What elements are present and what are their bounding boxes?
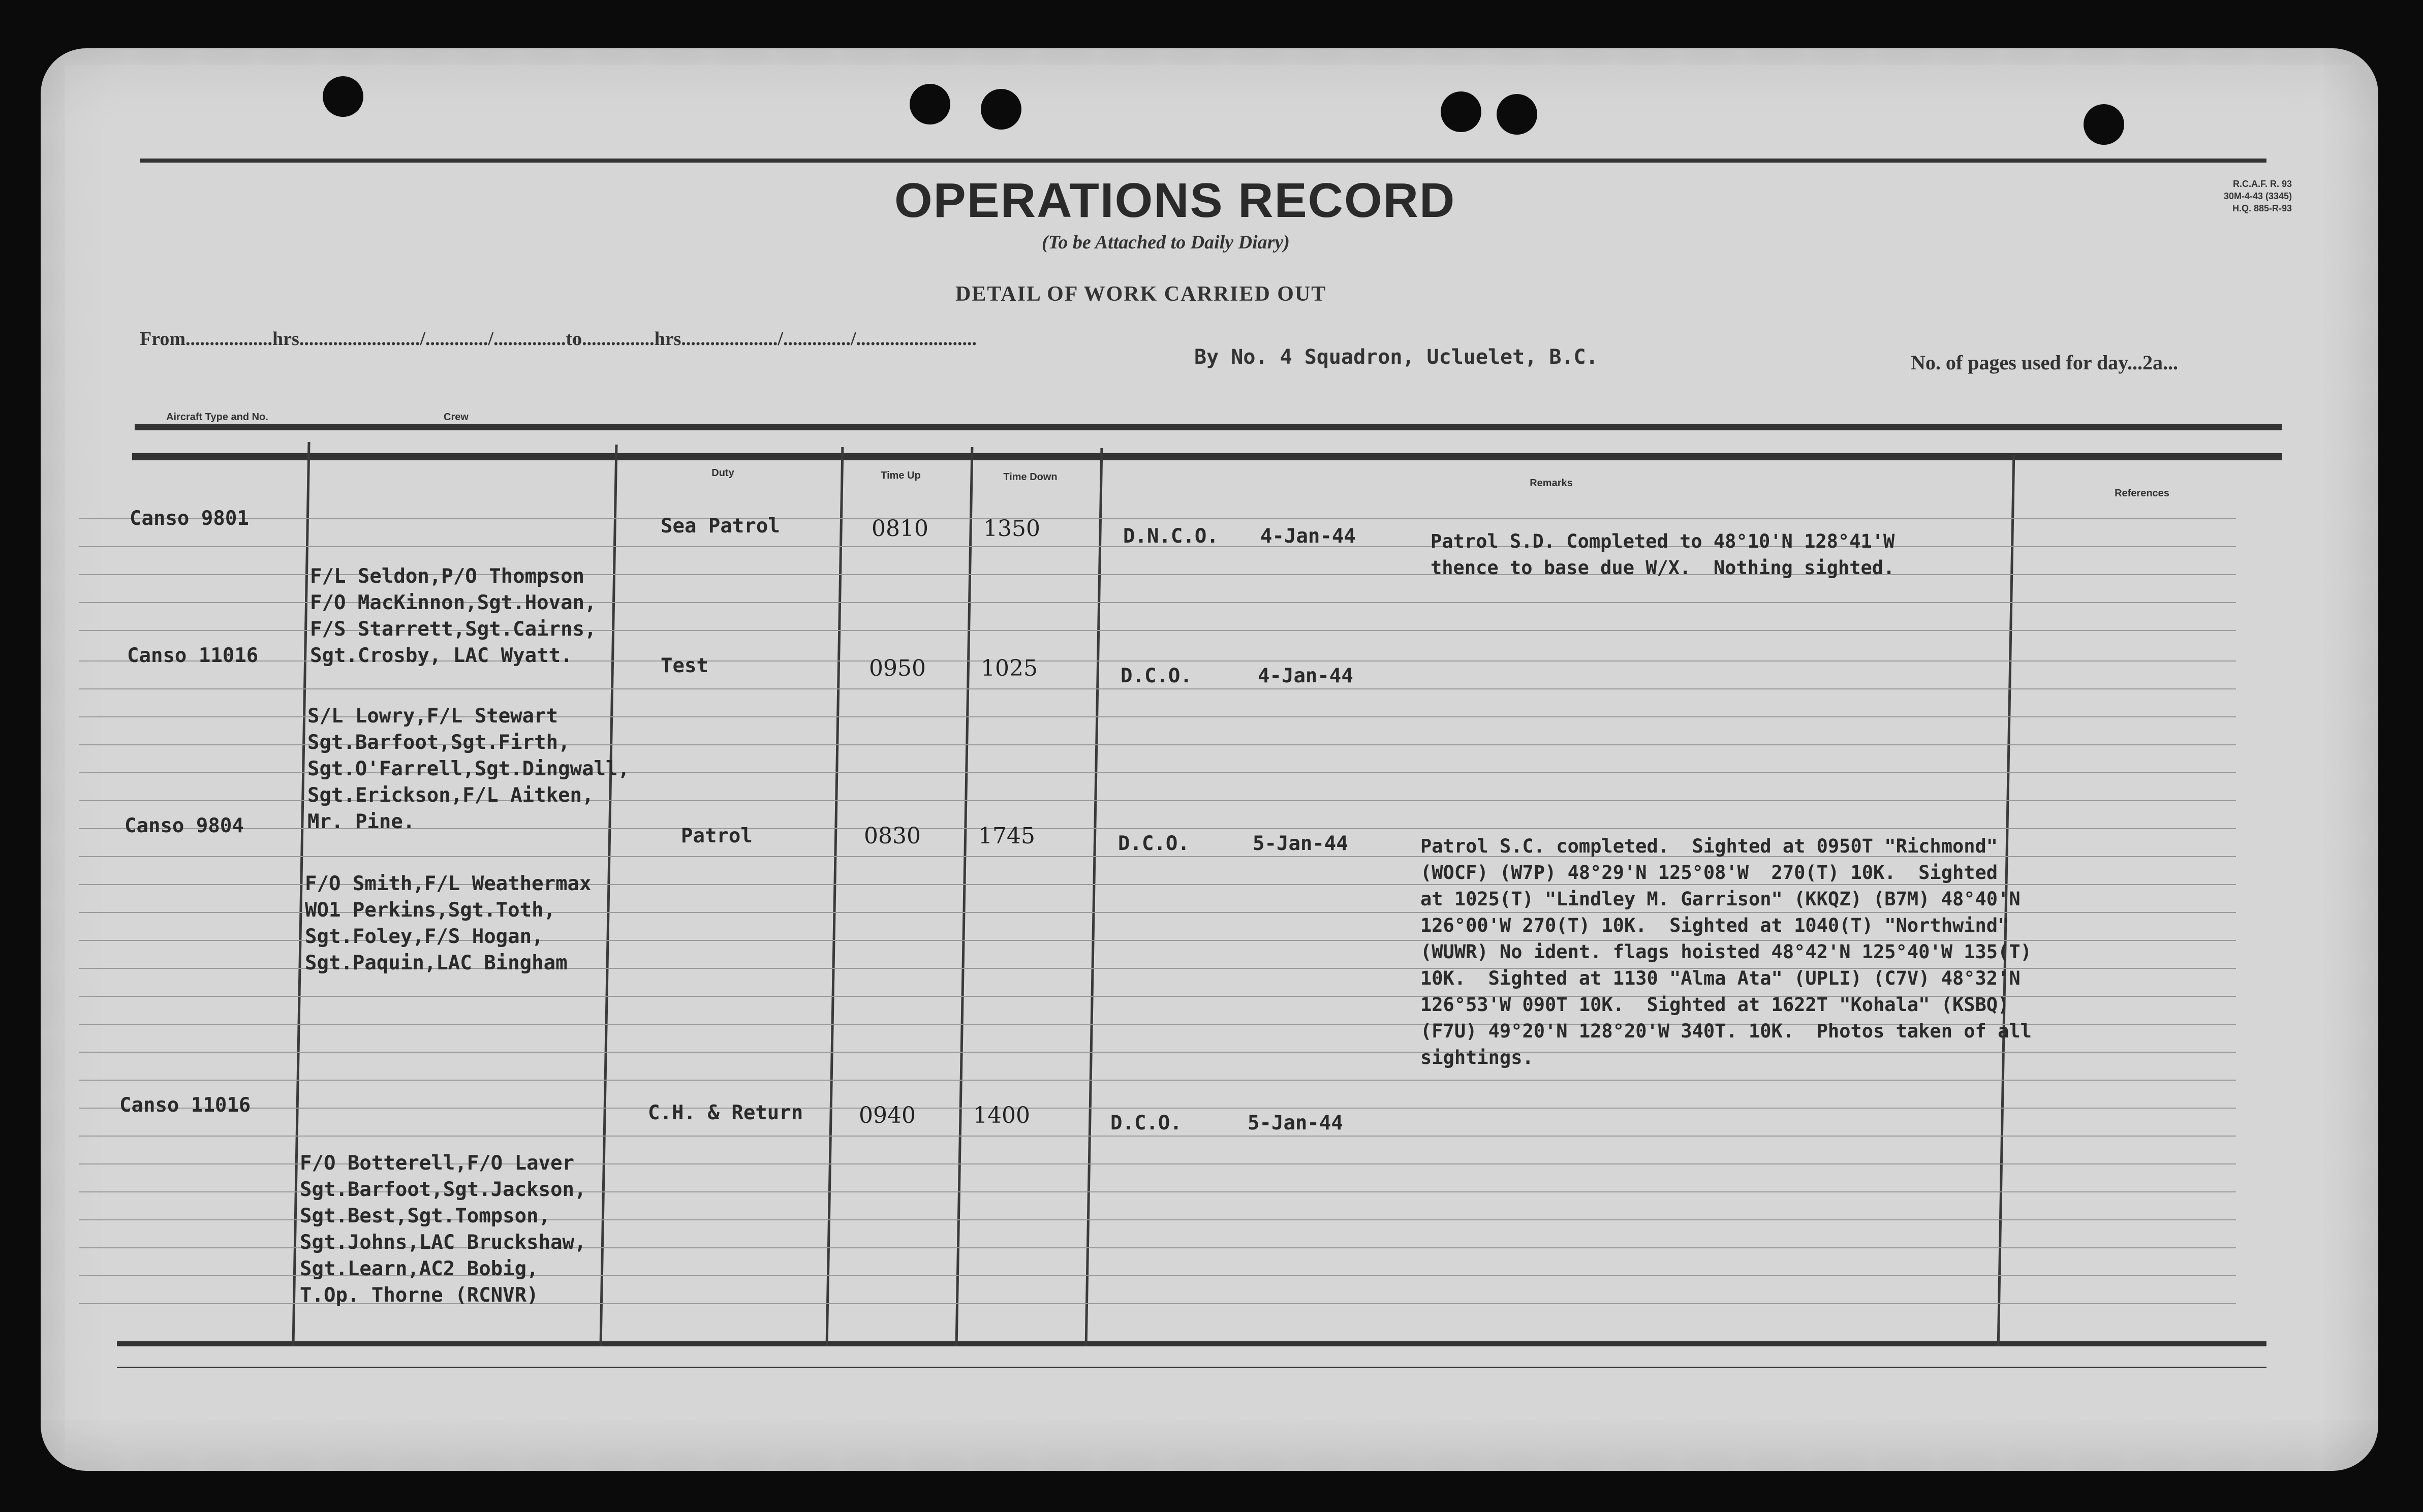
header-bottom-rule [132, 453, 2282, 460]
record-duty: Patrol [681, 825, 753, 847]
record-duty: C.H. & Return [648, 1101, 803, 1124]
record-time-up: 0830 [864, 823, 921, 849]
record-crew: S/L Lowry,F/L Stewart Sgt.Barfoot,Sgt.Firth, Sgt.O'Farrell,Sgt.Dingwall, Sgt.Erickson,F/L Aitken, Mr. Pine. [307, 705, 630, 833]
record-remarks: Patrol S.C. completed. Sighted at 0950T "Richmond" (WOCF) (W7P) 48°29'N 125°08'W 270(T) 10K. Sighted at 1025(T) "Lindley M. Garrison" (KKQZ) (B7M) 48°40'N 126°00'W 270(T) 10K. Sighted at 1040(T) "Northwind" (WUWR) No ident. flags hoisted 48°42'N 125°40'W 135(T) 10K. Sighted at 1130 "Alma Ata" (UPLI) (C7V) 48°32'N 126°53'W 090T 10K. Sighted at 1622T "Kohala" (KSBQ) (F7U) 49°20'N 128°20'W 340T. 10K. Photos taken of all sightings. [1420, 835, 2032, 1068]
record-date: 4-Jan-44 [1258, 665, 1353, 687]
detail-heading: DETAIL OF WORK CARRIED OUT [955, 282, 1327, 306]
record-remarks: Patrol S.D. Completed to 48°10'N 128°41'W thence to base due W/X. Nothing sighted. [1431, 530, 1895, 579]
form-code: R.C.A.F. R. 93 30M-4-43 (3345) H.Q. 885-R-93 [2223, 179, 2292, 213]
record-aircraft: Canso 11016 [127, 644, 259, 667]
record-date: 4-Jan-44 [1260, 525, 1356, 548]
record-time-up: 0940 [859, 1102, 916, 1128]
punch-hole [1497, 94, 1537, 135]
pages-used: No. of pages used for day...2a... [1911, 351, 2178, 374]
record-crew: F/O Smith,F/L Weathermax WO1 Perkins,Sgt.Toth, Sgt.Foley,F/S Hogan, Sgt.Paquin,LAC Bingham [305, 872, 592, 974]
form-subtitle: (To be Attached to Daily Diary) [1042, 232, 1290, 253]
record-officer: D.C.O. [1121, 665, 1192, 687]
record-time-up: 0810 [872, 516, 928, 542]
record-time-down: 1025 [981, 655, 1038, 681]
record-officer: D.C.O. [1118, 832, 1190, 855]
punch-hole [2084, 104, 2124, 145]
record-date: 5-Jan-44 [1248, 1112, 1343, 1135]
record-time-down: 1350 [983, 516, 1040, 542]
record-time-down: 1400 [973, 1102, 1030, 1128]
column-header-duty: Duty [711, 467, 734, 479]
record-aircraft: Canso 9804 [125, 814, 244, 837]
record-time-up: 0950 [869, 655, 926, 681]
record-date: 5-Jan-44 [1253, 832, 1348, 855]
record-duty: Sea Patrol [661, 515, 780, 538]
record-time-down: 1745 [978, 823, 1035, 849]
record-crew: F/O Botterell,F/O Laver Sgt.Barfoot,Sgt.Jackson, Sgt.Best,Sgt.Tompson, Sgt.Johns,LAC Bruckshaw, Sgt.Learn,AC2 Bobig, T.Op. Thorne (RCNVR) [300, 1152, 586, 1307]
pages-value: 2a [2142, 351, 2163, 374]
top-rule [140, 159, 2266, 163]
column-header-references: References [2115, 488, 2169, 499]
from-to-line: From..................hrs........................./............./...............to...............hrs..................../............../......................... [140, 328, 977, 350]
record-officer: D.C.O. [1110, 1112, 1182, 1135]
punch-hole [981, 89, 1021, 130]
column-header-aircraft: Aircraft Type and No. [166, 412, 268, 423]
table-bottom-rule-2 [117, 1367, 2266, 1368]
column-header-remarks: Remarks [1530, 478, 1573, 489]
record-duty: Test [661, 654, 708, 677]
form-title: OPERATIONS RECORD [894, 173, 1456, 228]
squadron-line: By No. 4 Squadron, Ucluelet, B.C. [1194, 345, 1598, 369]
record-aircraft: Canso 9801 [130, 507, 249, 530]
ruled-line [79, 1080, 2236, 1081]
record-crew: F/L Seldon,P/O Thompson F/O MacKinnon,Sgt.Hovan, F/S Starrett,Sgt.Cairns, Sgt.Crosby, LAC Wyatt. [310, 565, 597, 667]
column-header-crew: Crew [444, 412, 469, 423]
table-bottom-rule [117, 1341, 2266, 1346]
punch-hole [910, 84, 950, 124]
punch-hole [1441, 91, 1481, 132]
column-header-time-down: Time Down [1003, 471, 1058, 483]
pages-label: No. of pages used for day [1911, 351, 2127, 374]
record-aircraft: Canso 11016 [119, 1094, 251, 1117]
record-officer: D.N.C.O. [1123, 525, 1219, 548]
column-header-time-up: Time Up [881, 470, 921, 481]
table-top-rule [135, 424, 2282, 430]
punch-hole [323, 76, 363, 117]
